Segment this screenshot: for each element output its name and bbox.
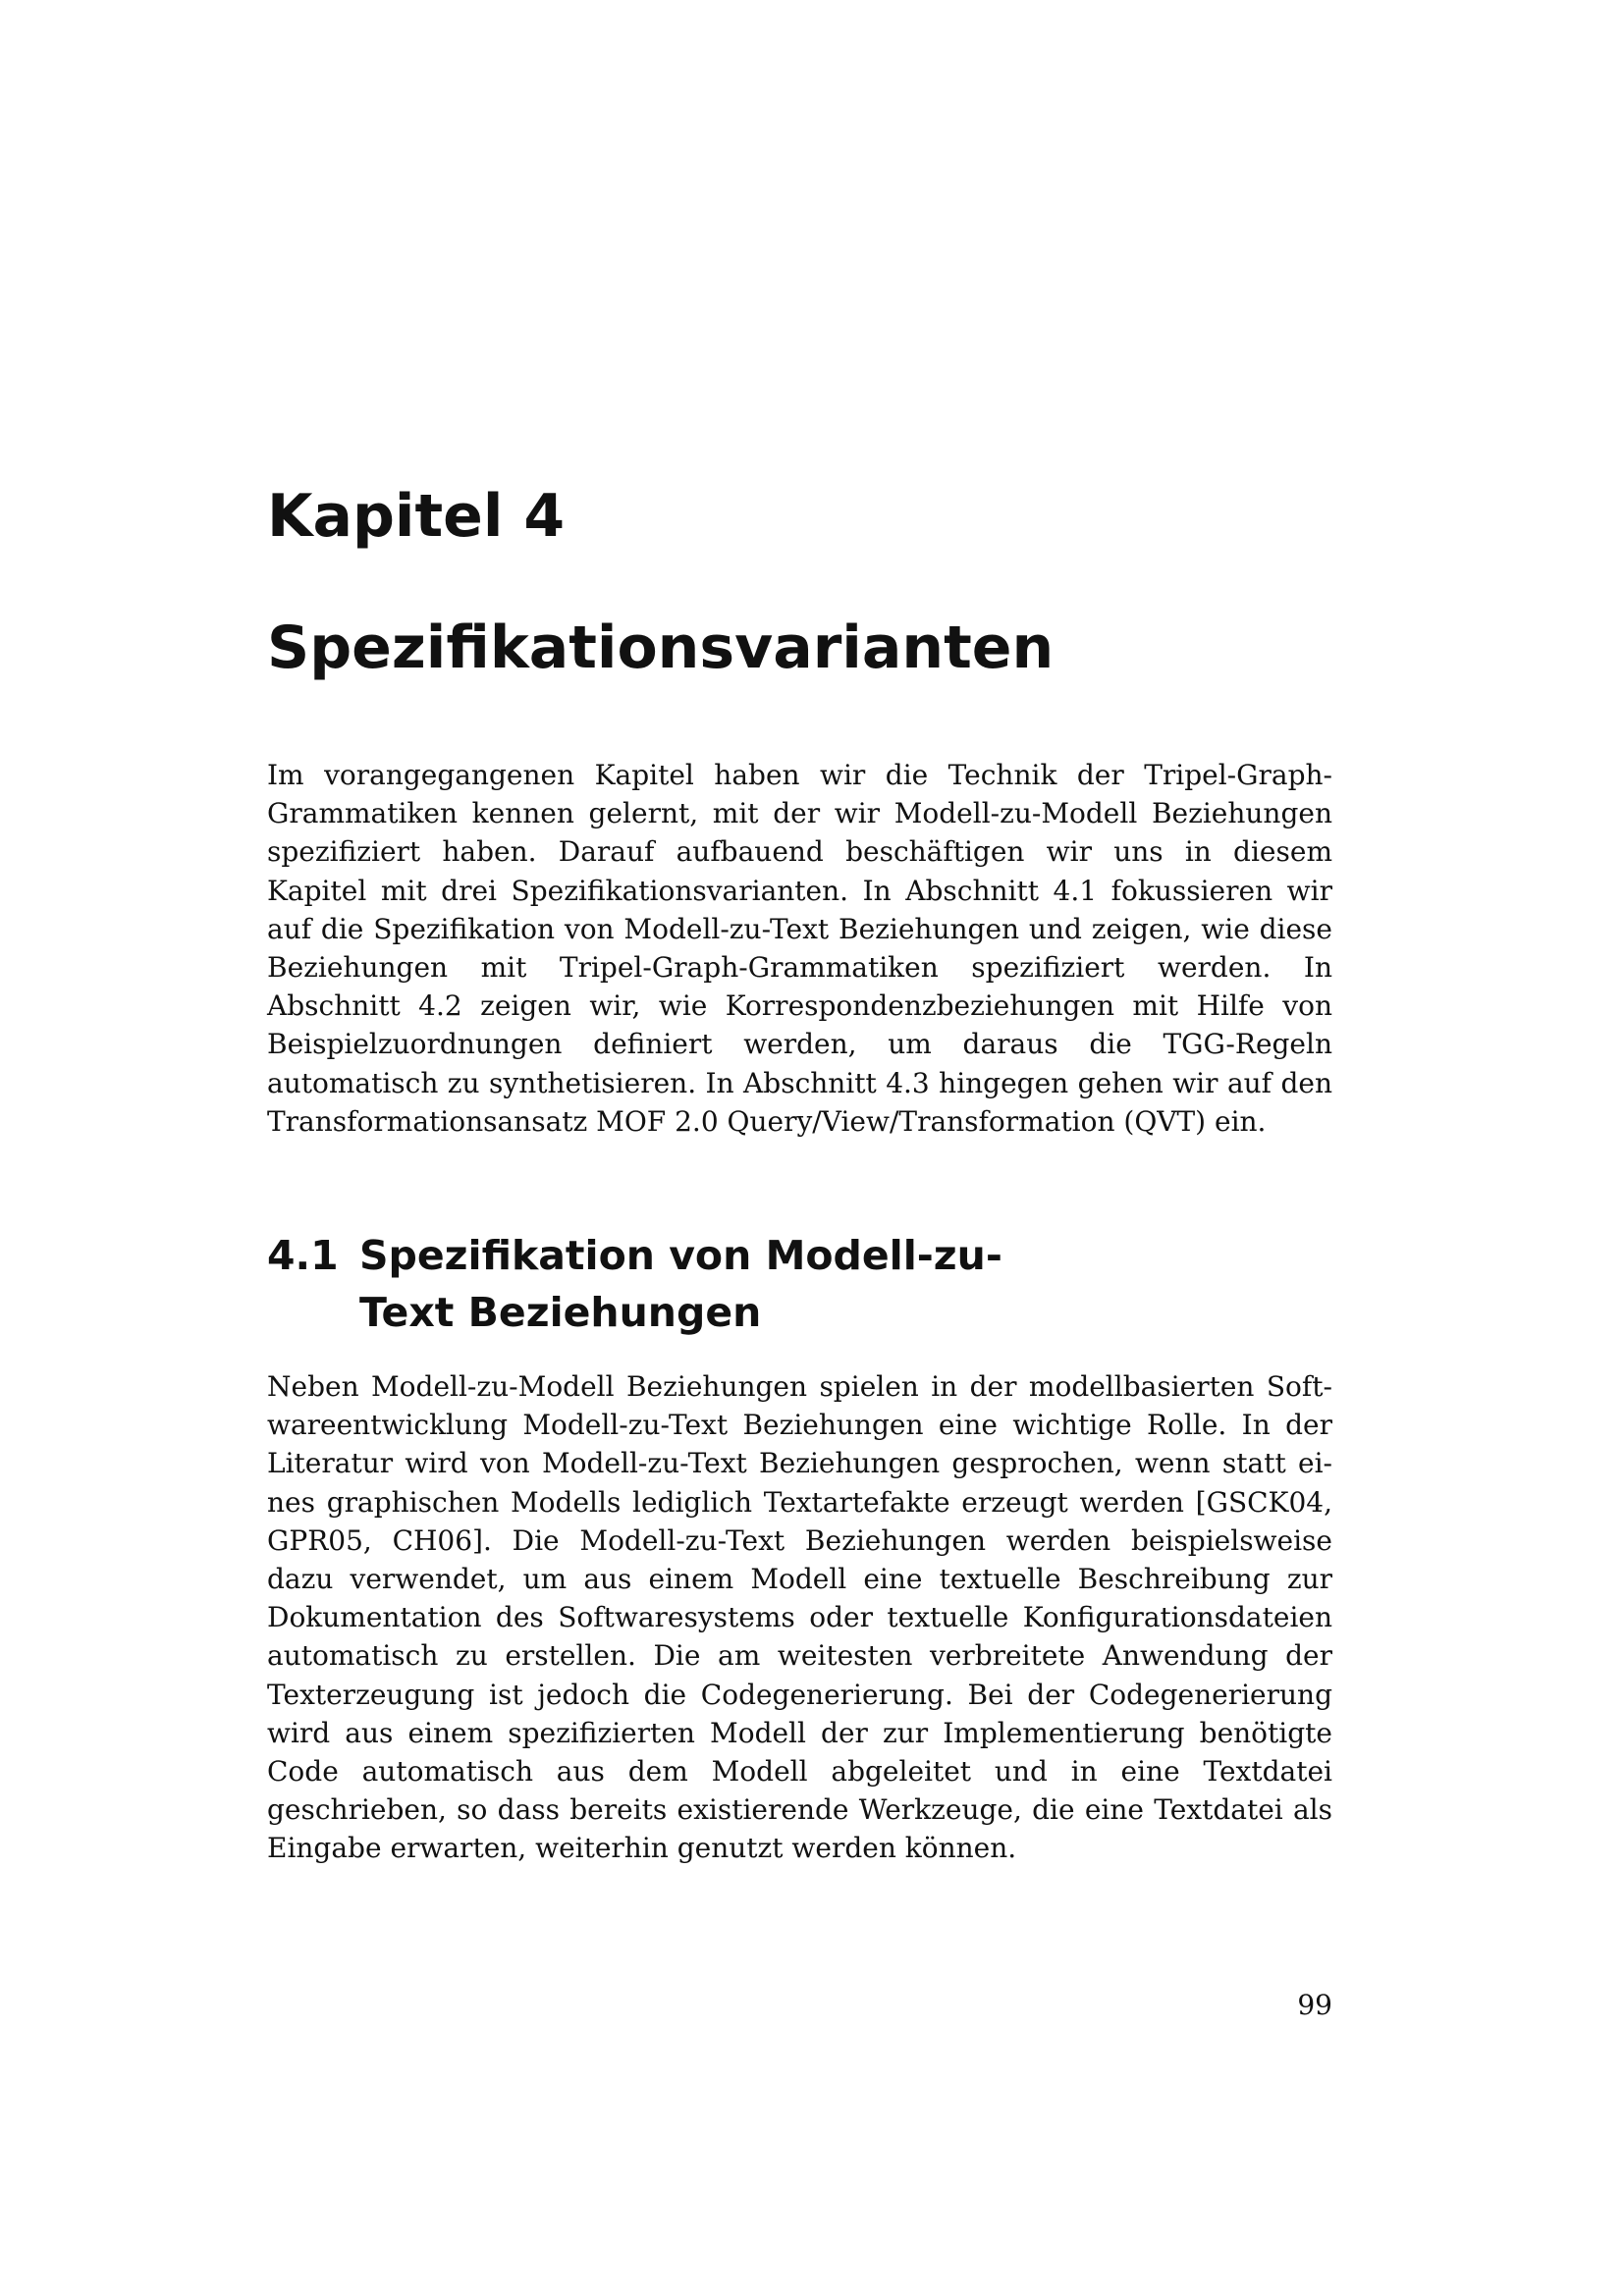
section-heading — [267, 1227, 1066, 1341]
section-number: 4.1 — [267, 1232, 339, 1279]
page-number: 99 — [1297, 1989, 1332, 2021]
section-paragraph: Neben Modell-zu-Modell Beziehungen spielen in der modellbasierten Softwareentwicklung Modell-zu-Text Beziehungen eine wichtige Rolle. In der Literatur wird von Modell-zu-Text Beziehungen gesprochen, wenn statt eines graphischen Modells lediglich Textartefakte erzeugt werden [GSCK04, GPR05, CH06]. Die Modell-zu-Text Beziehungen werden beispielsweise dazu verwendet, um aus einem Modell eine textuelle Beschreibung zur Dokumentation des Softwaresystems oder textuelle Konfigurationsdateien automatisch zu erstellen. Die am weitesten verbreitete Anwendung der Texterzeugung ist jedoch die Codegenerierung. Bei der Codegenerierung wird aus einem spezifizierten Modell der zur Implementierung benötigte Code automatisch aus dem Modell abgeleitet und in eine Textdatei geschrieben, so dass bereits existierende Werkzeuge, die eine Textdatei als Eingabe erwarten, weiterhin genutzt werden können. — [267, 1370, 1332, 1865]
chapter-label: Kapitel 4 — [267, 482, 566, 551]
intro-paragraph: Im vorangegangenen Kapitel haben wir die Technik der Tripel-Graph-Grammatiken kennen gelernt, mit der wir Modell-zu-Modell Beziehungen spezifiziert haben. Darauf aufbauend beschäftigen wir uns in diesem Kapitel mit drei Spezifikationsvarianten. In Abschnitt 4.1 fokussieren wir auf die Spezifikation von Modell-zu-Text Beziehungen und zeigen, wie diese Beziehungen mit Tripel-Graph-Grammatiken spezifiziert werden. In Abschnitt 4.2 zeigen wir, wie Korrespondenzbeziehungen mit Hilfe von Beispielzuordnungen definiert werden, um daraus die TGG-Regeln automatisch zu synthetisieren. In Abschnitt 4.3 hingegen gehen wir auf den Transformationsansatz MOF 2.0 Query/View/Transformation (QVT) ein. — [267, 759, 1332, 1138]
chapter-title: Spezifikationsvarianten — [267, 614, 1055, 682]
section-title: Spezifikation von Modell-zu-Text Beziehungen — [359, 1232, 1002, 1336]
